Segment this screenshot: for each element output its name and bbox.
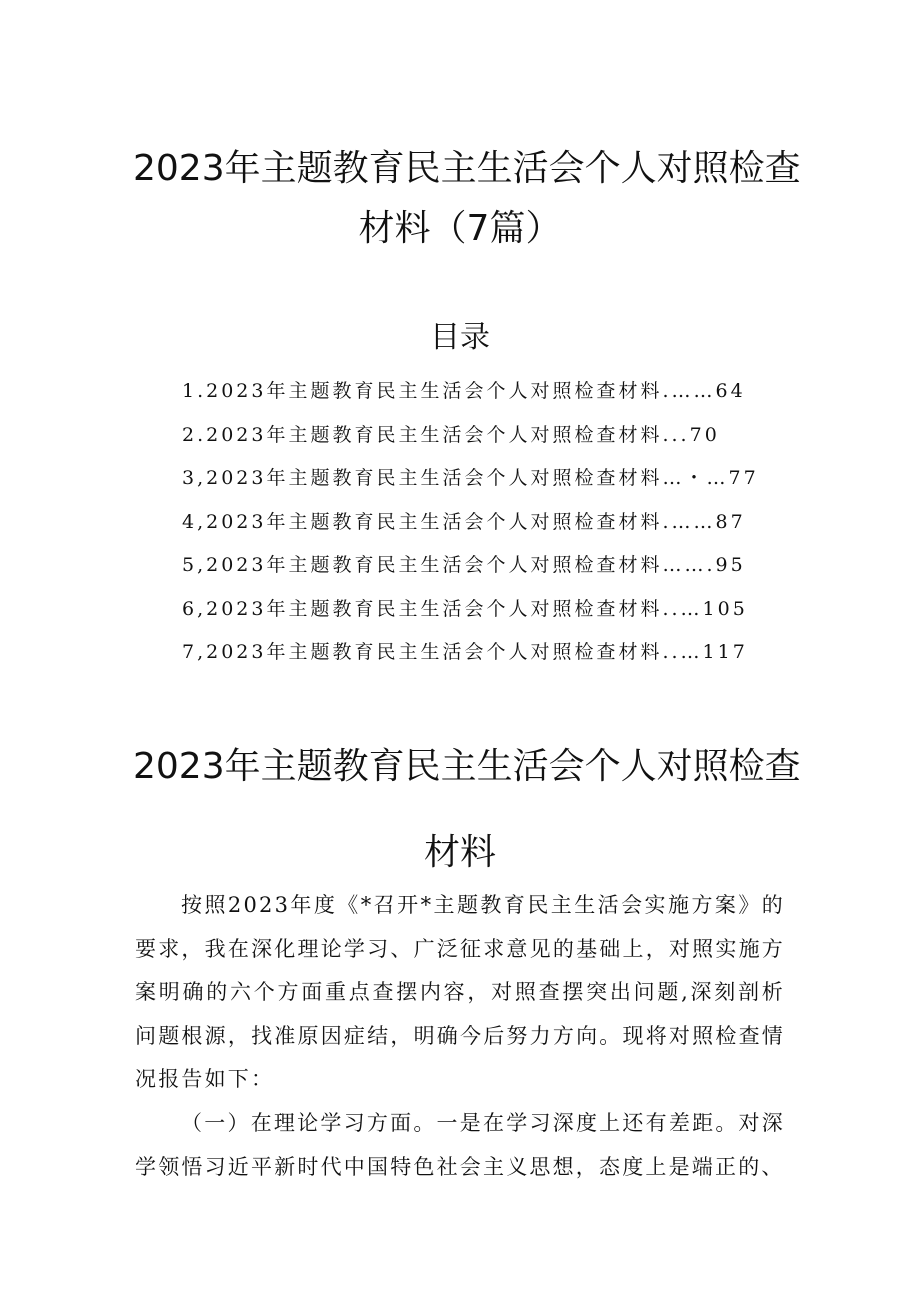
toc-item-1[interactable]: 1.2023年主题教育民主生活会个人对照检查材料.……64	[182, 380, 746, 402]
toc-item-5[interactable]: 5,2023年主题教育民主生活会个人对照检查材料…….95	[182, 554, 746, 576]
toc-item-7[interactable]: 7,2023年主题教育民主生活会个人对照检查材料..…117	[182, 641, 748, 663]
body-paragraph-2: （一）在理论学习方面。一是在学习深度上还有差距。对深学领悟习近平新时代中国特色社会主义思想，态度上是端正的、	[135, 1111, 785, 1179]
main-title-line1: 2023年主题教育民主生活会个人对照检查	[133, 148, 801, 189]
main-title-line2: 材料（7篇）	[358, 208, 562, 249]
toc-item-2[interactable]: 2.2023年主题教育民主生活会个人对照检查材料...70	[182, 423, 720, 446]
toc-heading: 目录	[430, 320, 490, 355]
toc-item-6[interactable]: 6,2023年主题教育民主生活会个人对照检查材料..…105	[182, 597, 748, 620]
toc-item-4[interactable]: 4,2023年主题教育民主生活会个人对照检查材料.……87	[182, 510, 746, 533]
table-of-contents	[182, 376, 802, 681]
body-paragraph-1: 按照2023年度《*召开*主题教育民主生活会实施方案》的要求，我在深化理论学习、广泛征求意见的基础上，对照实施方案明确的六个方面重点查摆内容，对照查摆突出问题,深刻剖析问题根源，找准原因症结，明确今后努力方向。现将对照检查情况报告如下：	[135, 893, 785, 1092]
toc-item-3[interactable]: 3,2023年主题教育民主生活会个人对照检查材料…・…77	[182, 467, 759, 489]
section-title-line1: 2023年主题教育民主生活会个人对照检查	[133, 746, 801, 787]
section-title-line2: 材料	[423, 832, 496, 873]
